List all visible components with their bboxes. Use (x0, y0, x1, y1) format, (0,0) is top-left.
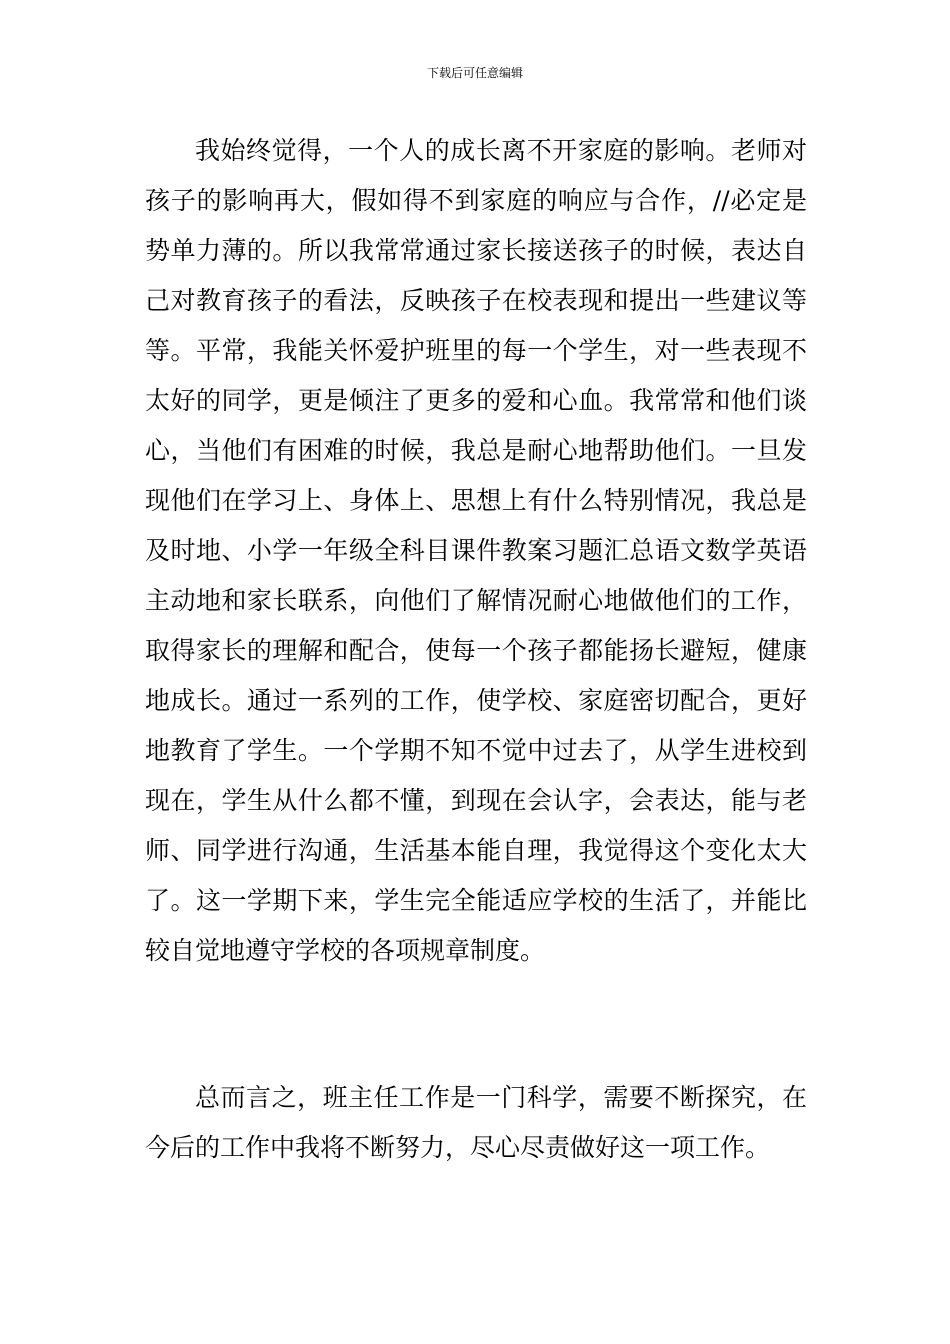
paragraph-2: 总而言之，班主任工作是一门科学，需要不断探究，在今后的工作中我将不断努力，尽心尽责做好这一项工作。 (145, 1083, 807, 1162)
page-header: 下载后可任意编辑 (426, 66, 523, 80)
paragraph-1: 我始终觉得，一个人的成长离不开家庭的影响。老师对孩子的影响再大，假如得不到家庭的响应与合作，//必定是势单力薄的。所以我常常通过家长接送孩子的时候，表达自己对教育孩子的看法，反映孩子在校表现和提出一些建议等等。平常，我能关怀爱护班里的每一个学生，对一些表现不太好的同学，更是倾注了更多的爱和心血。我常常和他们谈心，当他们有困难的时候，我总是耐心地帮助他们。一旦发现他们在学习上、身体上、思想上有什么特别情况，我总是及时地、小学一年级全科目课件教案习题汇总语文数学英语主动地和家长联系，向他们了解情况耐心地做他们的工作，取得家长的理解和配合，使每一个孩子都能扬长避短，健康地成长。通过一系列的工作，使学校、家庭密切配合，更好地教育了学生。一个学期不知不觉中过去了，从学生进校到现在，学生从什么都不懂，到现在会认字，会表达，能与老师、同学进行沟通，生活基本能自理，我觉得这个变化太大了。这一学期下来，学生完全能适应学校的生活了，并能比较自觉地遵守学校的各项规章制度。 (145, 136, 807, 965)
